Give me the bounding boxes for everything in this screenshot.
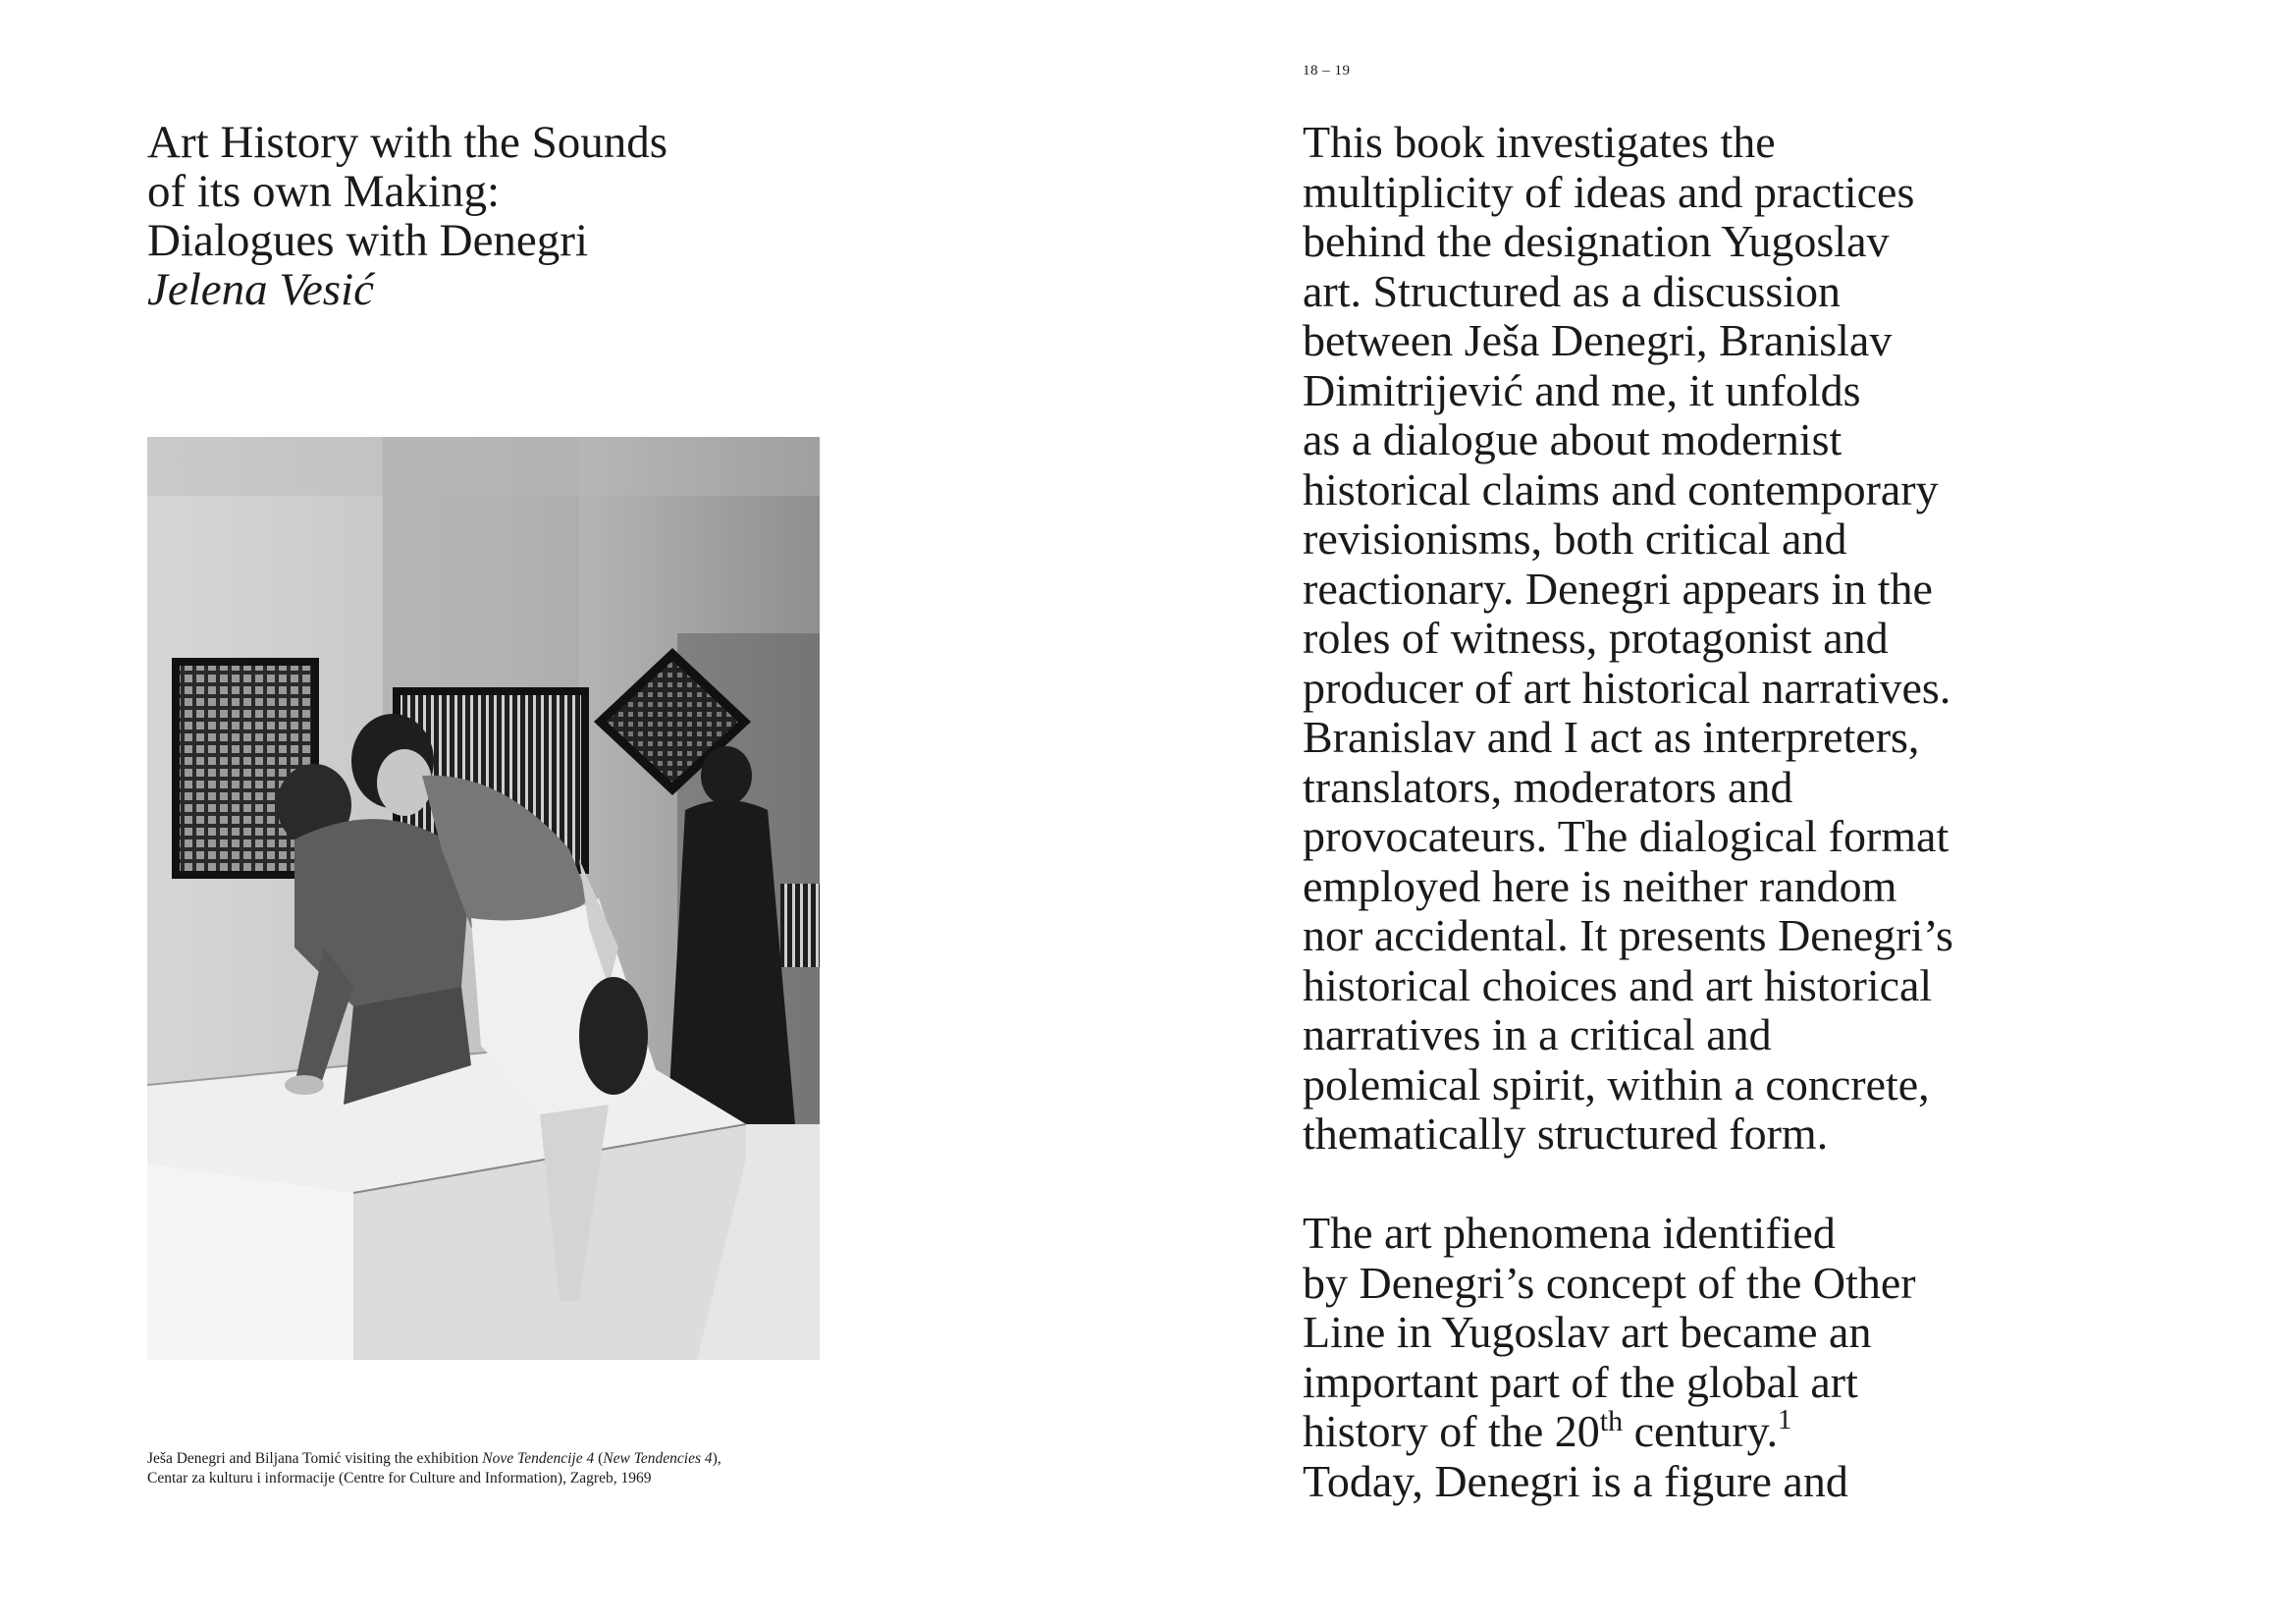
paragraph-1-line: as a dialogue about modernist: [1303, 414, 1842, 464]
paragraph-1-line: historical claims and contemporary: [1303, 463, 1939, 514]
paragraph-1-line: This book investigates the: [1303, 117, 1776, 167]
paragraph-2-line: Line in Yugoslav art became an: [1303, 1307, 1872, 1357]
paragraph-1-line: translators, moderators and: [1303, 761, 1793, 812]
title-line-2: of its own Making:: [147, 166, 501, 217]
title-line-1: Art History with the Sounds: [147, 117, 668, 168]
paragraph-1-line: historical choices and art historical: [1303, 959, 1933, 1010]
paragraph-1-line: reactionary. Denegri appears in the: [1303, 563, 1933, 614]
right-page: [1148, 0, 2296, 1623]
paragraph-1-line: revisionisms, both critical and: [1303, 514, 1847, 564]
paragraph-1-line: polemical spirit, within a concrete,: [1303, 1058, 1930, 1109]
photo-caption: [147, 1449, 893, 1488]
chapter-title: [147, 118, 834, 314]
paragraph-1-line: behind the designation Yugoslav: [1303, 216, 1890, 266]
ordinal-suffix: th: [1599, 1405, 1624, 1437]
paragraph-1-line: producer of art historical narratives.: [1303, 662, 1951, 713]
footnote-marker[interactable]: 1: [1778, 1405, 1792, 1435]
paragraph-1-line: between Ješa Denegri, Branislav: [1303, 315, 1893, 365]
caption-italic-2: New Tendencies 4: [603, 1450, 713, 1467]
body-text: [1303, 118, 2186, 1506]
paragraph-2-line: [1303, 1407, 2186, 1457]
paragraph-1-line: narratives in a critical and: [1303, 1009, 1772, 1059]
paragraph-2-line: by Denegri’s concept of the Other: [1303, 1257, 1916, 1308]
paragraph-1-line: Dimitrijević and me, it unfolds: [1303, 364, 1861, 415]
author-name: Jelena Vesić: [147, 264, 374, 315]
caption-text-2: (: [594, 1450, 604, 1467]
paragraph-1-line: multiplicity of ideas and practices: [1303, 166, 1915, 217]
paragraph-1-line: roles of witness, protagonist and: [1303, 613, 1889, 663]
paragraph-1-line: art. Structured as a discussion: [1303, 265, 1842, 316]
paragraph-1-line: thematically structured form.: [1303, 1109, 1829, 1159]
title-line-3: Dialogues with Denegri: [147, 215, 589, 266]
paragraph-1-line: employed here is neither random: [1303, 860, 1897, 911]
caption-text-3: ),: [712, 1450, 721, 1467]
paragraph-gap: [1303, 1160, 2186, 1210]
line-text: century.: [1623, 1406, 1779, 1456]
caption-text-1: Ješa Denegri and Biljana Tomić visiting the exhibition: [147, 1450, 483, 1467]
line-text: history of the 20: [1303, 1406, 1600, 1456]
paragraph-1-line: nor accidental. It presents Denegri’s: [1303, 910, 1953, 960]
paragraph-2-line: Today, Denegri is a figure and: [1303, 1455, 1848, 1506]
paragraph-2-line: The art phenomena identified: [1303, 1208, 1836, 1258]
caption-italic-1: Nove Tendencije 4: [482, 1450, 595, 1467]
exhibition-photo: [147, 437, 820, 1360]
paragraph-1-line: provocateurs. The dialogical format: [1303, 811, 1949, 861]
paragraph-1-line: Branislav and I act as interpreters,: [1303, 712, 1920, 762]
caption-line-2: Centar za kulturu i informacije (Centre for Culture and Information), Zagreb, 1969: [147, 1470, 652, 1487]
paragraph-2-line: important part of the global art: [1303, 1356, 1858, 1407]
page-numbers: 18 – 19: [1303, 63, 1351, 79]
